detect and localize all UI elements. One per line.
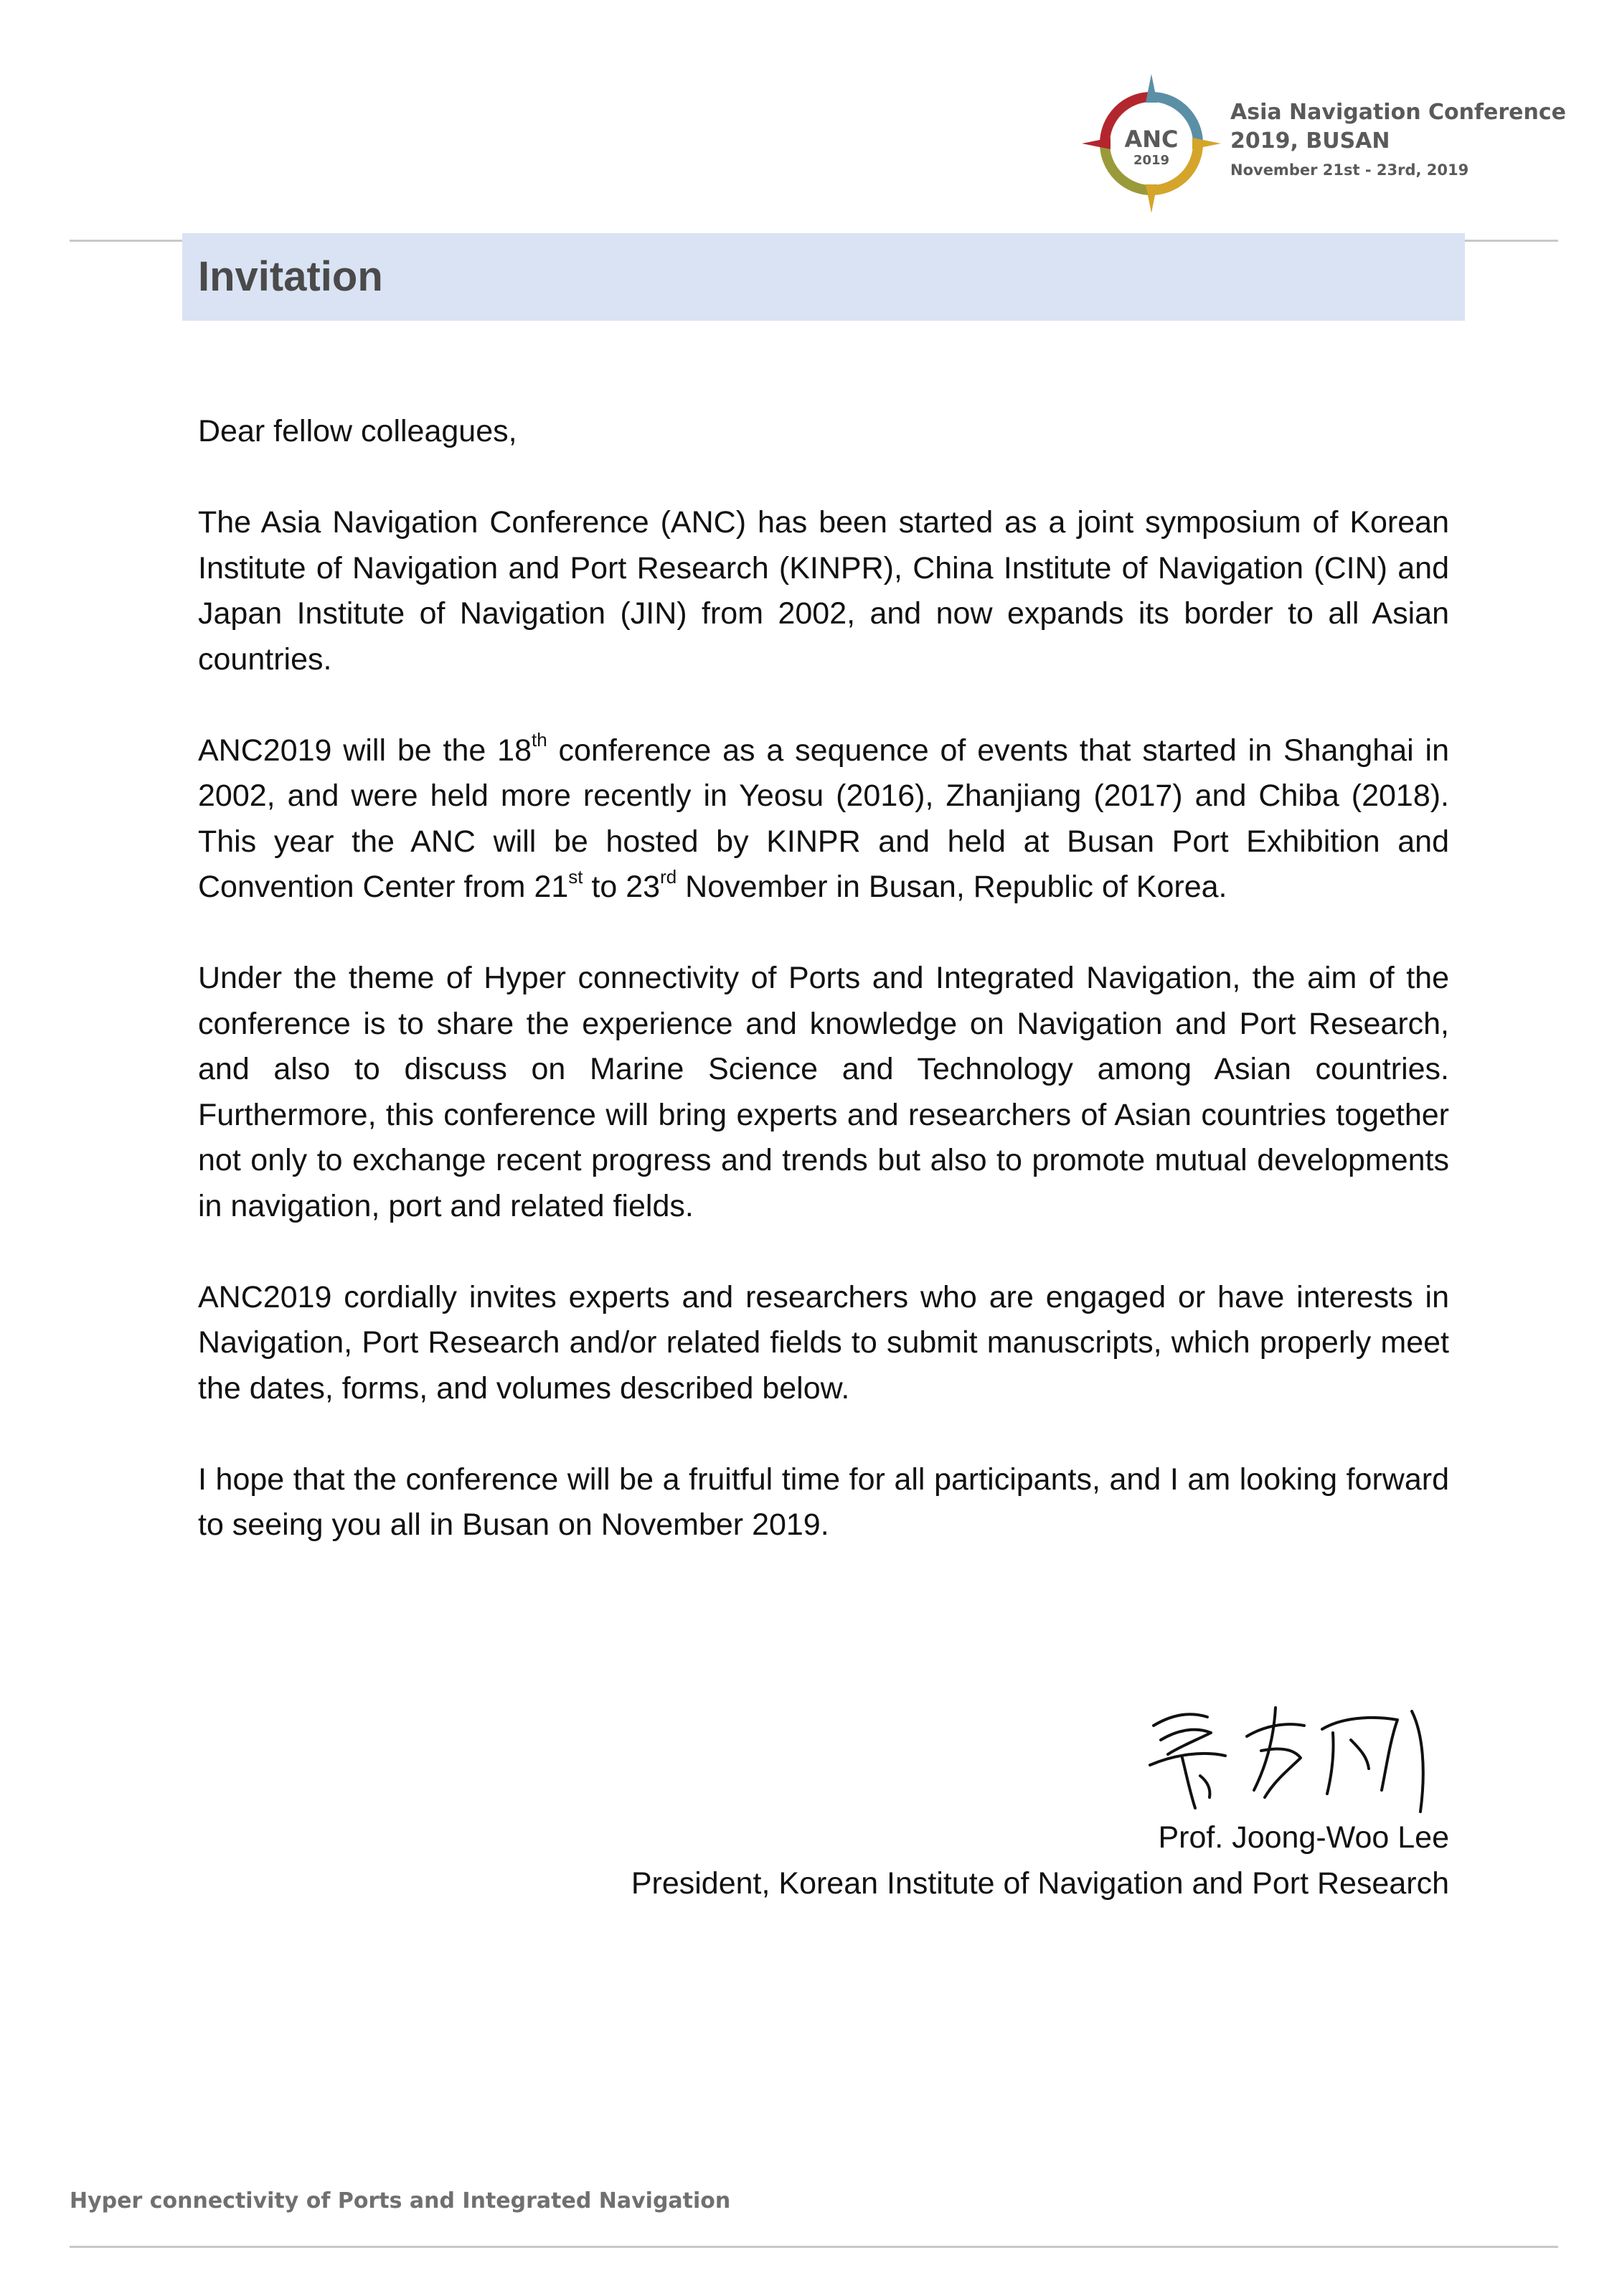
logo-badge-main: ANC xyxy=(1124,126,1179,153)
paragraph-theme: Under the theme of Hyper connectivity of Ports and Integrated Navigation, the aim of the conference is to share the experience and knowledge on Navigation and Port Research, and also to discuss on Marine Science and Technology among Asian countries. Furthermore, this conference will bring experts and researchers of Asian countries together not only to exchange recent progress and trends but also to promote mutual developments in navigation, port and related fields. xyxy=(198,961,1449,1223)
footer-tagline: Hyper connectivity of Ports and Integrated Navigation xyxy=(70,2188,731,2213)
signatory-name: Prof. Joong-Woo Lee xyxy=(1158,1820,1449,1855)
logo-text xyxy=(1230,98,1566,184)
paragraph-venue-part-a: ANC2019 will be the 18 xyxy=(198,733,532,768)
paragraph-venue xyxy=(198,728,1449,911)
logo-dates: November 21st - 23rd, 2019 xyxy=(1230,161,1469,179)
ordinal-suffix: th xyxy=(532,729,547,751)
signature-block xyxy=(631,1815,1449,1906)
paragraph-venue-part-d: November in Busan, Republic of Korea. xyxy=(676,870,1227,904)
signatory-position: President, Korean Institute of Navigation and Port Research xyxy=(631,1866,1449,1901)
logo-location: 2019, BUSAN xyxy=(1230,128,1390,154)
paragraph-call-for-papers: ANC2019 cordially invites experts and researchers who are engaged or have interests in Navigation, Port Research and/or related fields to submit manuscripts, which properly meet the dates, forms, and volumes described below. xyxy=(198,1279,1449,1406)
paragraph-closing: I hope that the conference will be a fruitful time for all participants, and I am looking forward to seeing you all in Busan on November 2019. xyxy=(198,1462,1449,1542)
page-title: Invitation xyxy=(198,253,383,300)
greeting: Dear fellow colleagues, xyxy=(198,414,517,448)
conference-logo xyxy=(1076,68,1567,219)
logo-conference-name: Asia Navigation Conference xyxy=(1230,100,1567,125)
ordinal-suffix: st xyxy=(568,865,583,888)
paragraph-venue-part-b: conference as a sequence of events that started in Shanghai in 2002, and were held more recently in Yeosu (2016), Zhanjiang (2017) and Chiba (2018). This year the ANC will be hosted by KINPR and held at Busan Port Exhibition and Convention Center from 21 xyxy=(198,733,1449,904)
letter-body xyxy=(198,409,1449,1594)
footer-divider xyxy=(70,2246,1558,2248)
logo-badge-year: 2019 xyxy=(1133,153,1170,168)
handwritten-signature xyxy=(1139,1697,1448,1819)
ordinal-suffix: rd xyxy=(660,865,677,888)
paragraph-history: The Asia Navigation Conference (ANC) has been started as a joint symposium of Korean Institute of Navigation and Port Research (KINPR), China Institute of Navigation (CIN) and Japan Institute of Navigation (JIN) from 2002, and now expands its border to all Asian countries. xyxy=(198,505,1449,677)
paragraph-venue-part-c: to 23 xyxy=(583,870,661,904)
title-bar xyxy=(182,233,1465,321)
compass-logo-icon xyxy=(1076,68,1227,219)
